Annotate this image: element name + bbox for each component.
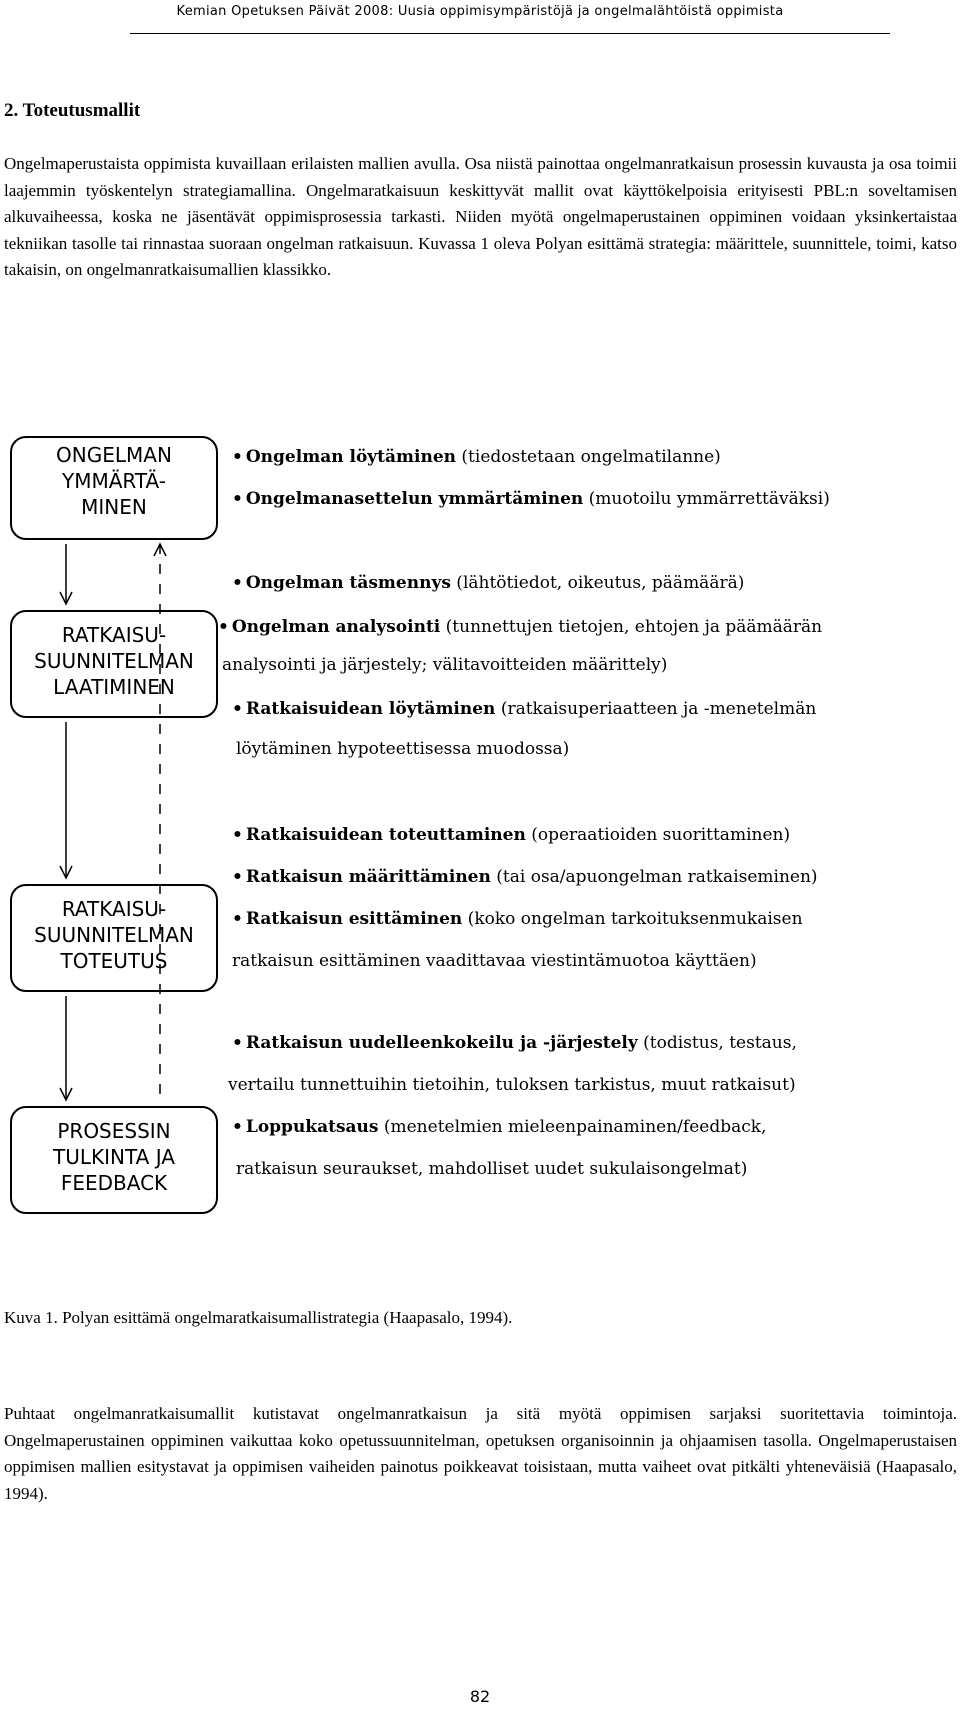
box-line: RATKAISU- [61, 623, 167, 647]
figure-caption: Kuva 1. Polyan esittämä ongelmaratkaisumallistrategia (Haapasalo, 1994). [4, 1308, 513, 1327]
flow-box-understanding [10, 436, 218, 540]
page-number: 82 [469, 1687, 491, 1706]
box-line: SUUNNITELMAN [34, 923, 194, 947]
box-line: TULKINTA JA [53, 1145, 175, 1169]
box-line: SUUNNITELMAN [34, 649, 194, 673]
bullet-item: • Loppukatsaus (menetelmien mieleenpainaminen/feedback, [232, 1117, 767, 1137]
bullet-item: • Ongelmanasettelun ymmärtäminen (muotoilu ymmärrettäväksi) [232, 489, 830, 509]
bullet-item: • Ratkaisun esittäminen (koko ongelman tarkoituksenmukaisen [232, 909, 803, 929]
bullet-continuation: analysointi ja järjestely; välitavoitteiden määrittely) [222, 655, 668, 675]
box-line: FEEDBACK [60, 1171, 168, 1195]
bullet-item: • Ratkaisuidean toteuttaminen (operaatioiden suorittaminen) [232, 825, 791, 845]
flow-box-execution [10, 884, 218, 992]
bullet-item: • Ongelman analysointi (tunnettujen tietojen, ehtojen ja päämäärän [218, 617, 823, 637]
bullet-continuation: ratkaisun esittäminen vaadittavaa viestintämuotoa käyttäen) [232, 951, 757, 971]
paragraph-1: Ongelmaperustaista oppimista kuvaillaan erilaisten mallien avulla. Osa niistä painottaa ongelmanratkaisun prosessin kuvausta ja osa toimii laajemmin työskentelyn strategiamallina. Ongelmaratkaisuun keskittyvät mallit ovat käyttökelpoisia erityisesti PBL:n soveltamisen alkuvaiheessa, koska ne jäsentävät oppimisprosessia tarkasti. Niiden myötä ongelmaperustainen oppiminen voidaan yksinkertaistaa tekniikan tasolle tai rinnastaa suoraan ongelman ratkaisuun. Kuvassa 1 oleva Polyan esittämä strategia: määrittele, suunnittele, toimi, katso takaisin, on ongelmanratkaisumallien klassikko. [4, 154, 957, 279]
bullet-continuation: ratkaisun seuraukset, mahdolliset uudet sukulaisongelmat) [236, 1159, 748, 1179]
running-header: Kemian Opetuksen Päivät 2008: Uusia oppimisympäristöjä ja ongelmalähtöistä oppimista [176, 4, 784, 19]
box-line: TOTEUTUS [60, 949, 168, 973]
bullet-item: • Ratkaisuidean löytäminen (ratkaisuperiaatteen ja -menetelmän [232, 699, 817, 719]
bullet-continuation: vertailu tunnettuihin tietoihin, tuloksen tarkistus, muut ratkaisut) [228, 1075, 796, 1095]
flow-box-feedback [10, 1106, 218, 1214]
bullet-item: • Ratkaisun uudelleenkokeilu ja -järjestely (todistus, testaus, [232, 1033, 797, 1053]
box-line: PROSESSIN [57, 1119, 171, 1143]
bullet-continuation: löytäminen hypoteettisessa muodossa) [236, 739, 570, 759]
bullet-item: • Ratkaisun määrittäminen (tai osa/apuongelman ratkaiseminen) [232, 867, 818, 887]
bullet-item: • Ongelman löytäminen (tiedostetaan ongelmatilanne) [232, 447, 721, 467]
section-title: 2. Toteutusmallit [4, 100, 141, 121]
box-line: LAATIMINEN [53, 675, 175, 699]
box-line: ONGELMAN [56, 443, 172, 467]
paragraph-2: Puhtaat ongelmanratkaisumallit kutistavat ongelmanratkaisun ja sitä myötä oppimisen sarjaksi suoritettavia toimintoja. Ongelmaperustainen oppiminen vaikuttaa koko opetussuunnitelman, opetuksen organisoinnin ja ohjaamisen tasolla. Ongelmaperustaisen oppimisen mallien esitystavat ja oppimisen vaiheiden painotus poikkeavat toisistaan, mutta vaiheet ovat pitkälti yhteneväisiä (Haapasalo, 1994). [4, 1404, 957, 1503]
box-line: YMMÄRTÄ- [62, 469, 166, 493]
flow-box-planning [10, 610, 218, 718]
polya-strategy-figure [0, 432, 960, 1262]
box-line: RATKAISU- [61, 897, 167, 921]
bullet-item: • Ongelman täsmennys (lähtötiedot, oikeutus, päämäärä) [232, 573, 745, 593]
bullet-list [218, 432, 952, 1262]
box-line: MINEN [81, 495, 147, 519]
header-rule [130, 33, 890, 34]
